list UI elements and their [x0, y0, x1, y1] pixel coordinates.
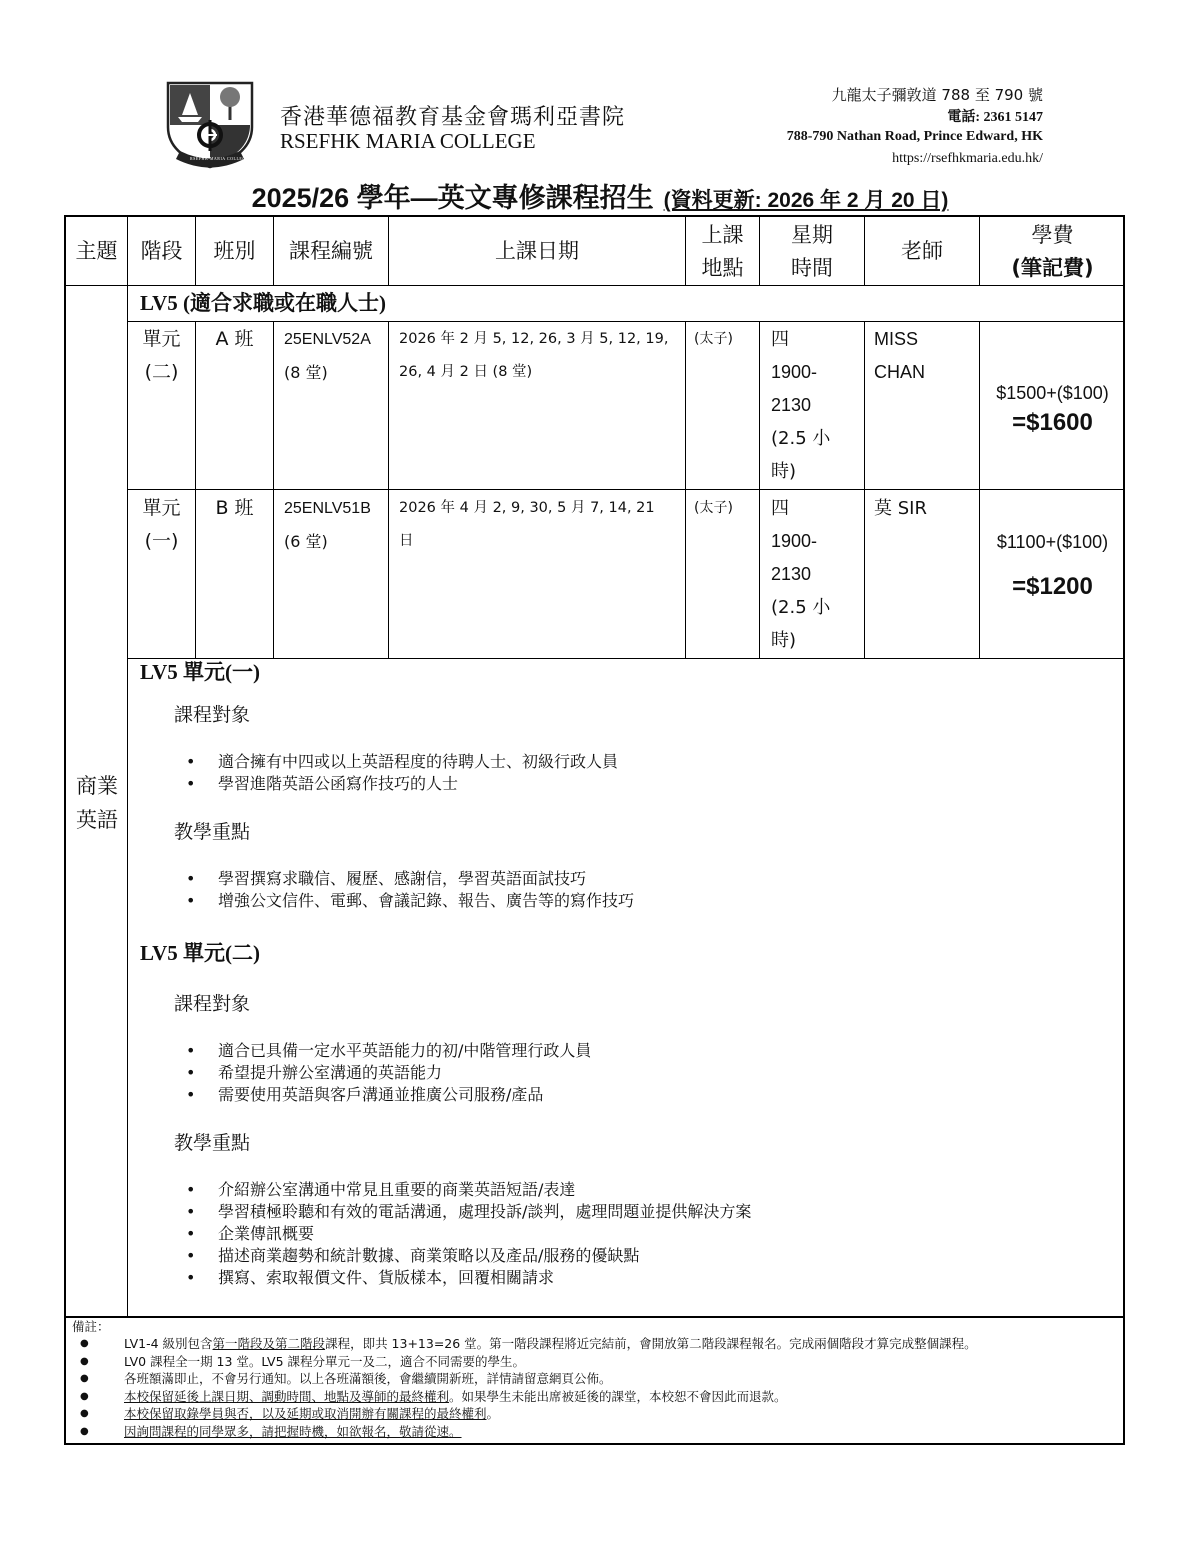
- logo-text: RSEFHK MARIA COLLEGE: [190, 156, 249, 161]
- row-b-time-end: 2130: [771, 564, 812, 584]
- row-a-day-time: [771, 323, 830, 488]
- header-location: [686, 217, 759, 286]
- row-a-fee: [980, 377, 1125, 436]
- header-fee-line1: 學費: [1031, 222, 1074, 247]
- header-location-line2: 地點: [701, 255, 744, 280]
- list-item: • 增強公文信件、電郵、會議記錄、報告、廣告等的寫作技巧: [218, 890, 1100, 912]
- note-item: [124, 1388, 1122, 1406]
- note5-text: 。: [486, 1406, 500, 1421]
- phone-number: 電話: 2361 5147: [947, 110, 1043, 125]
- note-item: [124, 1335, 1122, 1353]
- note5-underlined: 本校保留取錄學員與否，以及延期或取消開辦有關課程的最終權利: [124, 1406, 487, 1421]
- row-a-fee-base: $1500+($100): [996, 383, 1109, 403]
- row-a-dates: 2026 年 2 月 5, 12, 26, 3 月 5, 12, 19, 26, 4 月 2 日 (8 堂): [399, 331, 669, 380]
- row-a-code: [284, 323, 371, 389]
- notes-heading: 備註：: [72, 1319, 110, 1334]
- header-class: 班別: [213, 239, 256, 264]
- row-a-location: (太子): [694, 331, 733, 347]
- row-b-location: (太子): [694, 500, 733, 516]
- school-name-english: RSEFHK MARIA COLLEGE: [280, 129, 536, 153]
- row-a-sessions: (8 堂): [284, 363, 328, 382]
- row-b-duration-line2: 時): [771, 630, 797, 651]
- row-b-time-start: 1900-: [771, 531, 818, 551]
- list-item: • 撰寫、索取報價文件、貨版樣本，回覆相關請求: [218, 1267, 1100, 1289]
- title-main: 2025/26 學年—英文專修課程招生: [251, 183, 654, 213]
- row-a-stage: [128, 323, 195, 389]
- row-b-stage: [128, 492, 195, 558]
- list-item: • 描述商業趨勢和統計數據、商業策略以及產品/服務的優缺點: [218, 1245, 1100, 1267]
- row-a-stage-line1: 單元: [142, 328, 181, 350]
- row-a-duration-line1: (2.5 小: [771, 428, 831, 449]
- school-name-chinese: 香港華德福教育基金會瑪利亞書院: [280, 105, 626, 130]
- row-b-day: 四: [771, 498, 789, 519]
- header-course-code: 課程編號: [289, 239, 373, 264]
- notes-list: [72, 1335, 1122, 1440]
- unit1-target-heading: 課程對象: [174, 704, 251, 726]
- list-item: • 介紹辦公室溝通中常見且重要的商業英語短語/表達: [218, 1179, 1100, 1201]
- row-a-code-text: 25ENLV52A: [284, 331, 371, 348]
- header-topic: 主題: [75, 239, 118, 264]
- school-logo: [160, 75, 260, 170]
- level-title: LV5 (適合求職或在職人士): [140, 291, 386, 315]
- note1-text-b: 課程，即共 13+13=26 堂。第一階段課程將近完結前，會開放第二階段課程報名。完成兩個階段才算完成整個課程。: [325, 1336, 977, 1351]
- notes-section: [72, 1318, 1122, 1440]
- header-day-line1: 星期: [791, 222, 833, 247]
- unit1-focus-list: [174, 868, 1100, 912]
- list-item: • 企業傳訊概要: [218, 1223, 1100, 1245]
- row-a-duration-line2: 時): [771, 461, 797, 482]
- topic-business-english: 商業英語: [76, 774, 118, 832]
- list-item: • 適合已具備一定水平英語能力的初/中階管理行政人員: [218, 1040, 1100, 1062]
- note-item: [124, 1423, 1122, 1441]
- website-link[interactable]: https://rsefhkmaria.edu.hk/: [892, 151, 1043, 166]
- unit1-section: [140, 660, 1100, 912]
- row-b-sessions: (6 堂): [284, 532, 328, 551]
- note-item: [124, 1405, 1122, 1423]
- list-item: • 適合擁有中四或以上英語程度的待聘人士、初級行政人員: [218, 751, 1100, 773]
- header-day-time: [760, 217, 864, 286]
- list-item: • 學習進階英語公函寫作技巧的人士: [218, 773, 1100, 795]
- course-table: [64, 215, 1125, 1445]
- unit2-title: LV5 單元(二): [140, 941, 260, 965]
- row-a-time-start: 1900-: [771, 362, 818, 382]
- list-item: • 需要使用英語與客戶溝通並推廣公司服務/產品: [218, 1084, 1100, 1106]
- unit2-target-heading: 課程對象: [174, 993, 251, 1015]
- list-item: • 希望提升辦公室溝通的英語能力: [218, 1062, 1100, 1084]
- header-fee-line2: (筆記費): [1011, 255, 1094, 280]
- row-b-code: [284, 492, 371, 558]
- row-b-fee: [980, 526, 1125, 607]
- note1-text-a: LV1-4 級別包含: [124, 1336, 213, 1351]
- title-updated: (資料更新: 2026 年 2 月 20 日): [663, 189, 949, 212]
- note-item: ● 各班額滿即止，不會另行通知。以上各班滿額後，會繼續開新班，詳情請留意網頁公佈。: [124, 1370, 1122, 1388]
- row-b-code-text: 25ENLV51B: [284, 500, 371, 517]
- unit1-target-list: [174, 751, 1100, 795]
- note-item: ● LV0 課程全一期 13 堂。LV5 課程分單元一及二，適合不同需要的學生。: [124, 1353, 1122, 1371]
- unit1-title: LV5 單元(一): [140, 660, 260, 684]
- row-b-stage-line2: (一): [144, 530, 179, 552]
- row-b-duration-line1: (2.5 小: [771, 597, 831, 618]
- row-b-fee-total: =$1200: [1012, 573, 1093, 600]
- unit2-focus-list: [174, 1179, 1100, 1289]
- row-a-fee-total: =$1600: [1012, 409, 1093, 436]
- row-b-class: B 班: [215, 497, 254, 519]
- row-b-fee-base: $1100+($100): [996, 532, 1109, 552]
- header-teacher: 老師: [901, 239, 943, 264]
- unit2-section: [140, 941, 1100, 1289]
- row-a-stage-line2: (二): [144, 361, 179, 383]
- header-day-line2: 時間: [791, 255, 833, 280]
- page-title: [0, 176, 1200, 215]
- header-stage: 階段: [140, 239, 183, 264]
- address-english: 788-790 Nathan Road, Prince Edward, HK: [786, 129, 1043, 144]
- unit1-focus-heading: 教學重點: [174, 821, 251, 843]
- unit2-target-list: [174, 1040, 1100, 1106]
- row-a-teacher: MISS CHAN: [874, 329, 926, 382]
- row-b-dates: 2026 年 4 月 2, 9, 30, 5 月 7, 14, 21 日: [399, 500, 655, 549]
- note1-underlined: 第一階段及第二階段: [212, 1336, 326, 1351]
- unit2-focus-heading: 教學重點: [174, 1132, 251, 1154]
- row-a-day: 四: [771, 329, 789, 350]
- note4-underlined: 本校保留延後上課日期、調動時間、地點及導師的最終權利: [124, 1388, 450, 1404]
- row-b-stage-line1: 單元: [142, 497, 181, 519]
- note4-text: 。如果學生未能出席被延後的課堂，本校恕不會因此而退款。: [449, 1388, 787, 1404]
- list-item: • 學習積極聆聽和有效的電話溝通，處理投訴/談判，處理問題並提供解決方案: [218, 1201, 1100, 1223]
- row-b-teacher: 莫 SIR: [874, 498, 927, 519]
- row-a-class: A 班: [215, 328, 254, 350]
- address-chinese: 九龍太子彌敦道 788 至 790 號: [831, 86, 1043, 104]
- list-item: • 學習撰寫求職信、履歷、感謝信，學習英語面試技巧: [218, 868, 1100, 890]
- header-location-line1: 上課: [701, 222, 744, 247]
- row-a-time-end: 2130: [771, 395, 812, 415]
- row-b-day-time: [771, 492, 830, 657]
- header-dates: 上課日期: [495, 239, 579, 264]
- note6-underlined: 因詢問課程的同學眾多，請把握時機，如欲報名，敬請從速。: [124, 1423, 462, 1439]
- header-fee: [980, 217, 1125, 286]
